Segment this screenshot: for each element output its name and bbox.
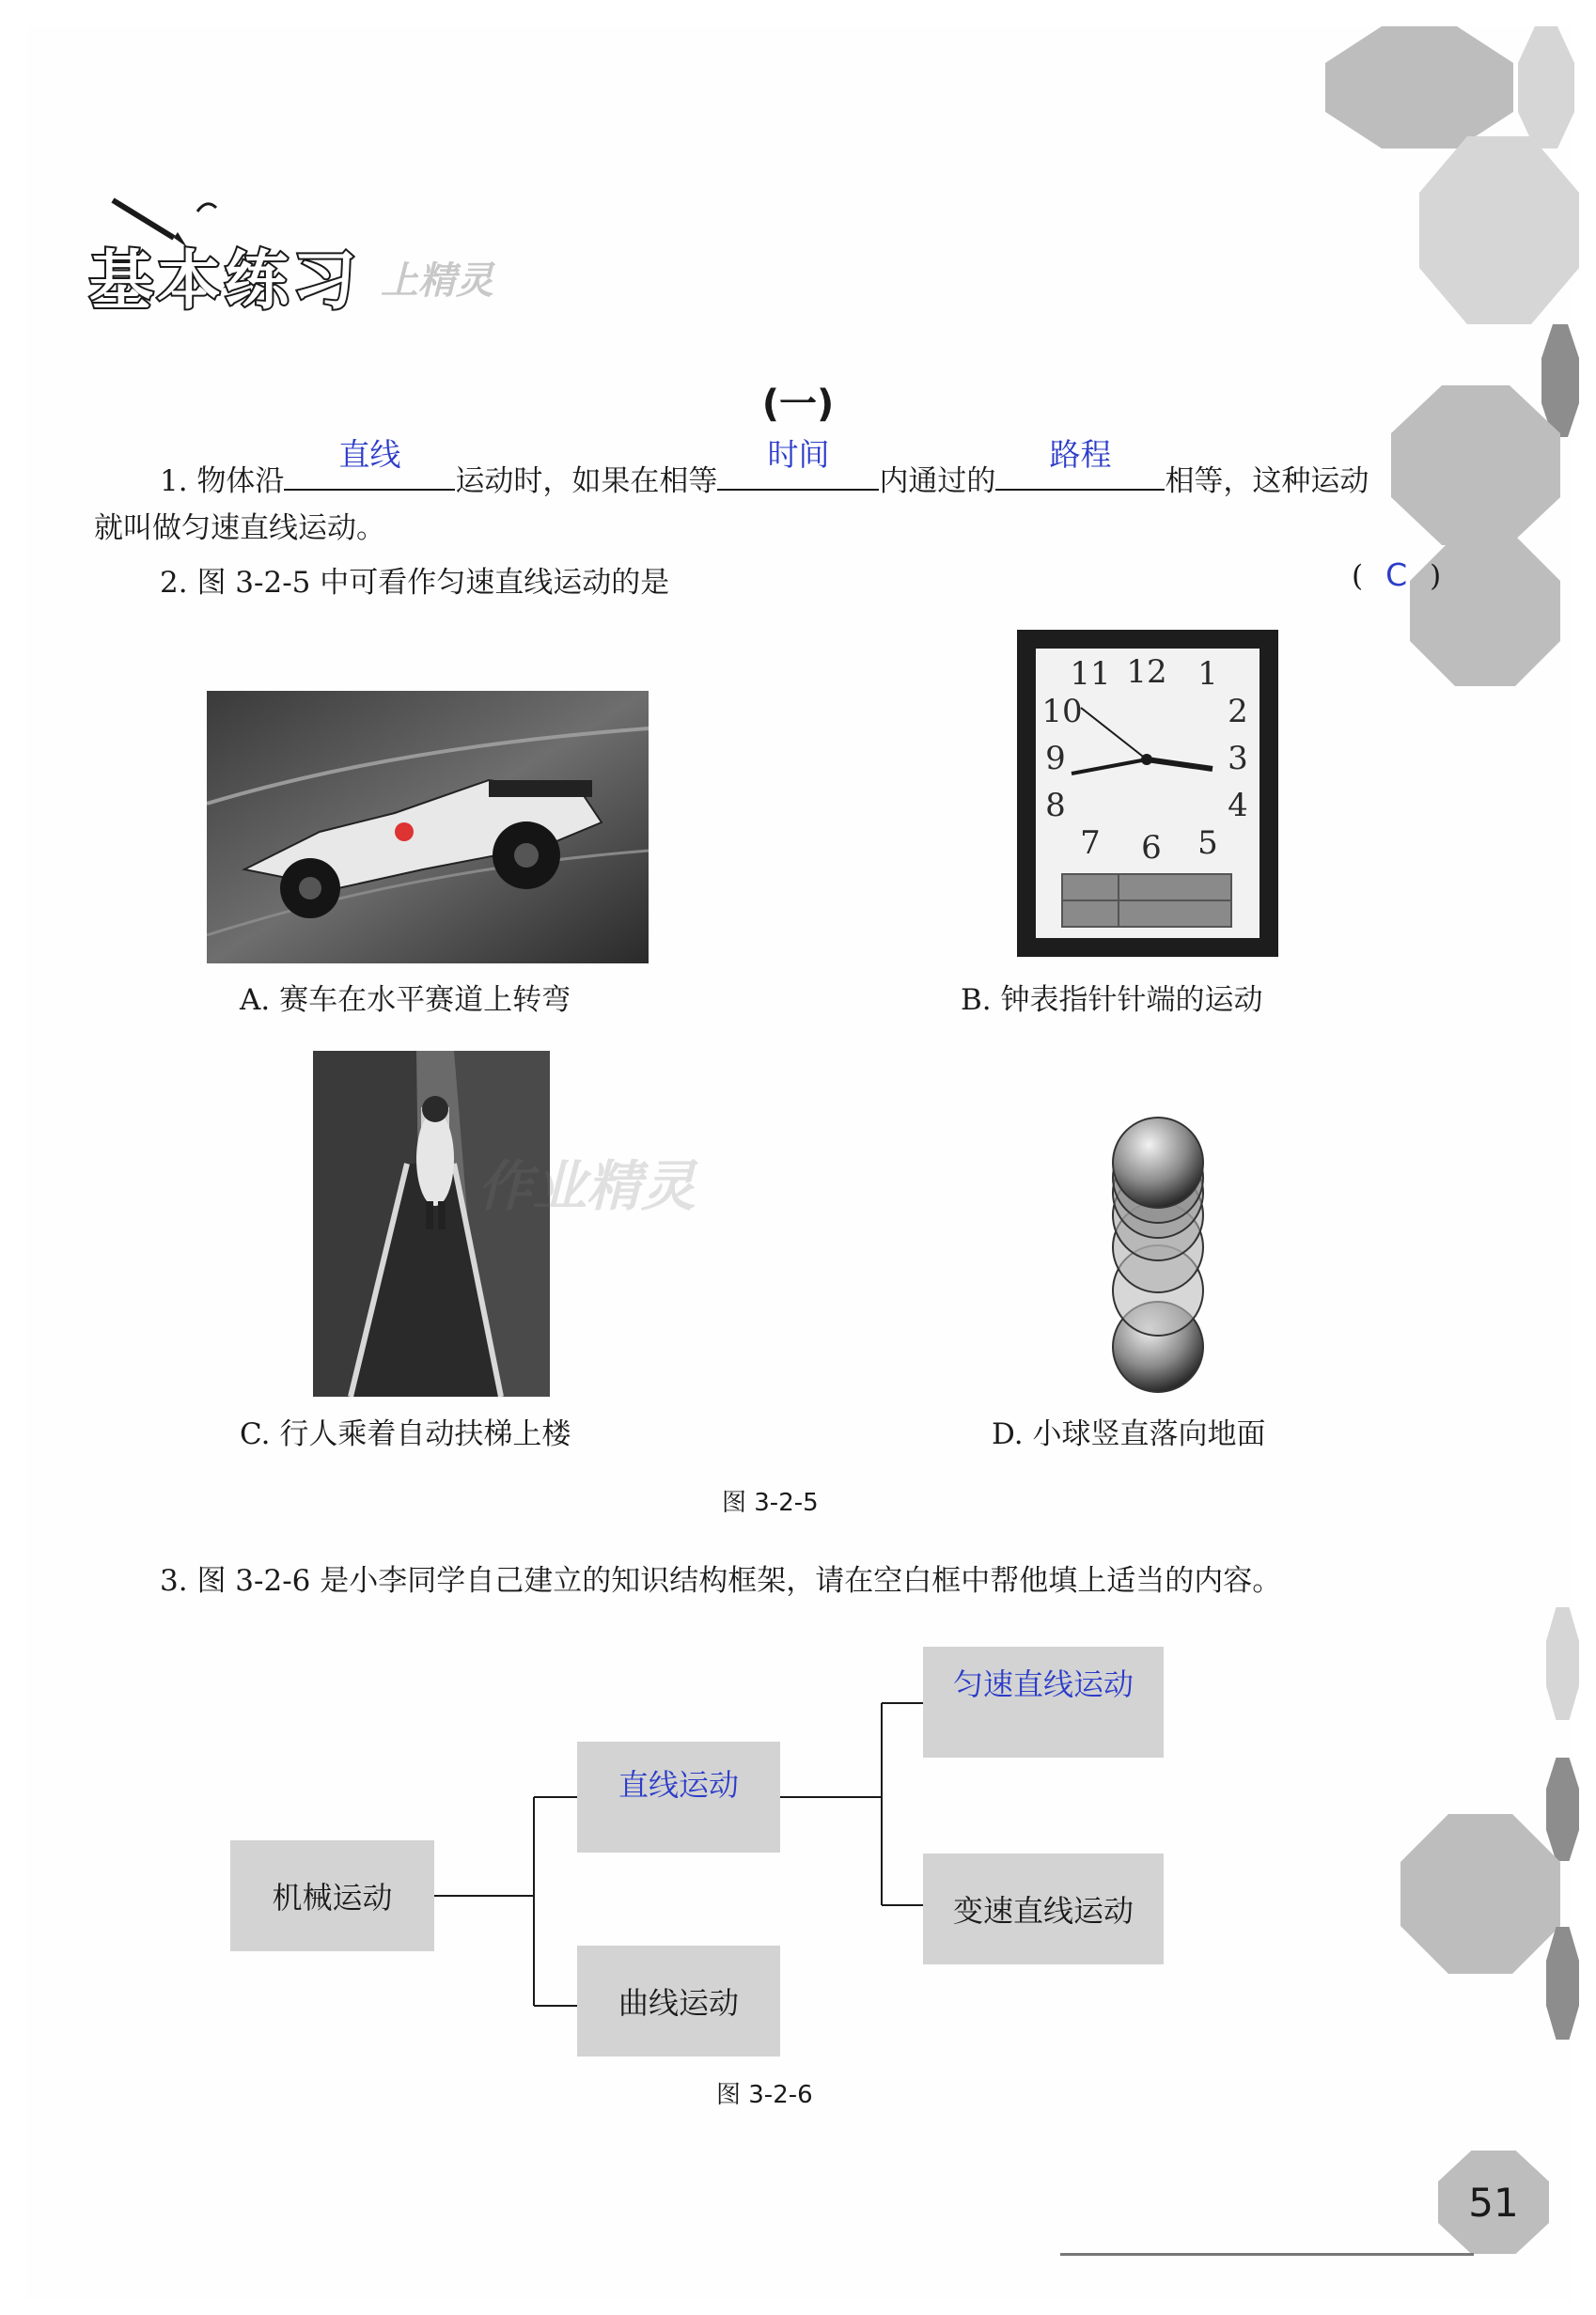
q1-answer-3: 路程 bbox=[1049, 436, 1112, 473]
q1-text-c: 内通过的 bbox=[879, 464, 996, 498]
clock-number-3: 3 bbox=[1228, 740, 1248, 777]
clock-number-1: 1 bbox=[1197, 655, 1218, 693]
section-title: (一) bbox=[761, 383, 835, 426]
paren-open: ( bbox=[1352, 559, 1364, 593]
q2-text: 图 3-2-5 中可看作匀速直线运动的是 bbox=[196, 566, 670, 600]
box-variable-straight-motion bbox=[923, 1854, 1164, 1964]
clock-number-9: 9 bbox=[1045, 740, 1066, 777]
q2-answer: C bbox=[1385, 556, 1408, 593]
figure-label-3-2-5: 图 3-2-5 bbox=[722, 1489, 819, 1517]
box-uniform-straight-motion[interactable] bbox=[923, 1647, 1164, 1758]
clock-number-6: 6 bbox=[1141, 829, 1162, 867]
clock-number-2: 2 bbox=[1228, 693, 1248, 730]
q1-number: 1. bbox=[160, 464, 188, 498]
option-b-caption: B. 钟表指针针端的运动 bbox=[961, 983, 1263, 1017]
clock-number-12: 12 bbox=[1126, 653, 1167, 691]
option-d-caption: D. 小球竖直落向地面 bbox=[992, 1417, 1266, 1451]
q1-text-b: 运动时，如果在相等 bbox=[455, 464, 718, 498]
box-straight-motion[interactable] bbox=[577, 1742, 780, 1853]
clock-number-10: 10 bbox=[1041, 693, 1083, 730]
clock-number-5: 5 bbox=[1197, 824, 1218, 862]
q1-text-d: 相等，这种运动 bbox=[1165, 464, 1369, 498]
q2-number: 2. bbox=[160, 566, 188, 600]
logo-suffix: 上精灵 bbox=[381, 259, 493, 303]
figure-label-3-2-6: 图 3-2-6 bbox=[716, 2081, 813, 2109]
page-number: 51 bbox=[1468, 2179, 1519, 2226]
clock-number-8: 8 bbox=[1045, 787, 1066, 824]
box-label-uniform: 匀速直线运动 bbox=[952, 1666, 1134, 1702]
clock-number-7: 7 bbox=[1080, 824, 1101, 862]
q1-answer-2: 时间 bbox=[767, 436, 830, 473]
box-label-curve: 曲线运动 bbox=[618, 1985, 739, 2021]
paren-close: ) bbox=[1430, 559, 1442, 593]
clock-number-4: 4 bbox=[1228, 787, 1248, 824]
watermark: 作业精灵 bbox=[477, 1154, 696, 1218]
logo-title: 基本练习 bbox=[89, 244, 361, 319]
q1-answer-1: 直线 bbox=[338, 436, 401, 473]
box-label-variable: 变速直线运动 bbox=[952, 1893, 1134, 1929]
q1-text-a: 物体沿 bbox=[196, 464, 285, 498]
option-a-caption: A. 赛车在水平赛道上转弯 bbox=[240, 983, 571, 1017]
option-c-caption: C. 行人乘着自动扶梯上楼 bbox=[240, 1417, 571, 1451]
footer-divider bbox=[1060, 2253, 1474, 2256]
clock-number-11: 11 bbox=[1070, 655, 1111, 693]
q3-text: 图 3-2-6 是小李同学自己建立的知识结构框架，请在空白框中帮他填上适当的内容。 bbox=[196, 1564, 1282, 1598]
box-label-root: 机械运动 bbox=[272, 1880, 393, 1916]
box-curve-motion bbox=[577, 1946, 780, 2057]
box-mechanical-motion bbox=[230, 1840, 434, 1951]
q1-line-2: 就叫做匀速直线运动。 bbox=[94, 511, 385, 545]
q3-number: 3. bbox=[160, 1564, 188, 1598]
box-label-straight: 直线运动 bbox=[618, 1767, 739, 1803]
